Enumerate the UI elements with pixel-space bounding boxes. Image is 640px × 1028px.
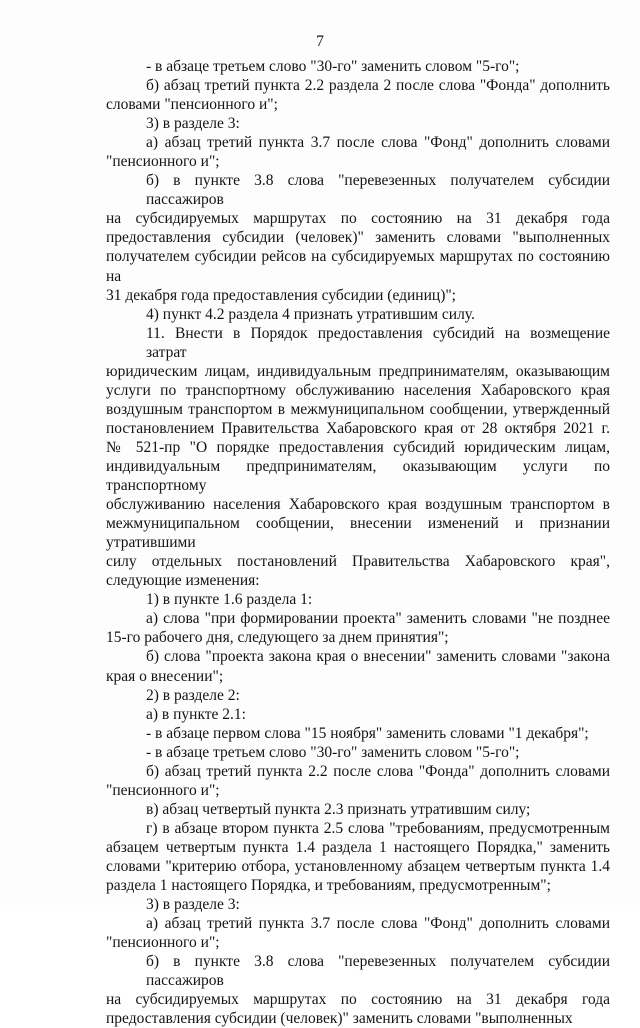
text-line: а) в пункте 2.1: xyxy=(146,705,246,723)
text-line: межмуниципальном сообщении, внесении изменений и признании утратившими xyxy=(106,515,610,552)
text-line: а) абзац третий пункта 3.7 после слова "Фонд" дополнить словами xyxy=(146,915,610,933)
text-line: 11. Внести в Порядок предоставления субсидий на возмещение затрат xyxy=(146,324,610,361)
text-line: б) абзац третий пункта 2.2 раздела 2 после слова "Фонда" дополнить xyxy=(146,77,610,95)
text-line: - в абзаце третьем слово "30-го" заменить словом "5-го"; xyxy=(146,743,520,761)
text-line: силу отдельных постановлений Правительства Хабаровского края", xyxy=(106,553,610,571)
paragraph xyxy=(106,57,610,76)
paragraph xyxy=(106,324,610,591)
text-line: словами "критерию отбора, установленному абзацем четвертым пункта 1.4 xyxy=(106,857,610,875)
text-line: а) абзац третий пункта 3.7 после слова "Фонд" дополнить словами xyxy=(146,134,610,152)
paragraph xyxy=(106,800,610,819)
text-line: индивидуальным предпринимателям, оказывающим услуги по транспортному xyxy=(106,457,610,495)
paragraph xyxy=(106,819,610,895)
paragraph xyxy=(106,305,610,324)
paragraph xyxy=(106,743,610,762)
text-line: № 521-пр "О порядке предоставления субсидий юридическим лицам, xyxy=(106,438,610,456)
text-line: юридическим лицам, индивидуальным предпринимателям, оказывающим xyxy=(106,362,610,380)
text-line: следующие изменения: xyxy=(106,572,260,590)
text-line: б) слова "проекта закона края о внесении" заменить словами "закона xyxy=(146,648,610,666)
paragraph xyxy=(106,762,610,800)
paragraph xyxy=(106,705,610,724)
paragraph xyxy=(106,609,610,647)
text-line: постановлением Правительства Хабаровского края от 28 октября 2021 г. xyxy=(106,419,610,437)
paragraph xyxy=(106,76,610,114)
paragraph xyxy=(106,171,610,304)
text-line: предоставления субсидии (человек)" заменить словами "выполненных xyxy=(106,229,610,247)
paragraph xyxy=(106,647,610,685)
text-line: услуги по транспортному обслуживанию населения Хабаровского края xyxy=(106,381,610,399)
text-line: 1) в пункте 1.6 раздела 1: xyxy=(146,591,313,609)
paragraph xyxy=(106,590,610,609)
paragraph xyxy=(106,914,610,952)
document-body xyxy=(106,57,610,1028)
page-number: 7 xyxy=(316,33,324,50)
text-line: - в абзаце третьем слово "30-го" заменить словом "5-го"; xyxy=(146,58,520,75)
text-line: 3) в разделе 3: xyxy=(146,896,240,914)
paragraph xyxy=(106,724,610,743)
text-line: - в абзаце первом слова "15 ноября" заменить словами "1 декабря"; xyxy=(146,724,589,742)
text-line: воздушным транспортом в межмуниципальном сообщении, утвержденный xyxy=(106,400,610,418)
text-line: "пенсионного и"; xyxy=(106,781,220,799)
text-line: б) в пункте 3.8 слова "перевезенных получателем субсидии пассажиров xyxy=(146,172,610,209)
text-line: в) абзац четвертый пункта 2.3 признать утратившим силу; xyxy=(146,800,531,818)
text-line: получателем субсидии рейсов на субсидируемых маршрутах по состоянию на xyxy=(106,248,610,285)
text-line: 15-го рабочего дня, следующего за днем принятия"; xyxy=(106,629,449,647)
text-line: на субсидируемых маршрутах по состоянию на 31 декабря года xyxy=(106,210,610,228)
text-line: "пенсионного и"; xyxy=(106,153,220,171)
text-line: г) в абзаце втором пункта 2.5 слова "требованиям, предусмотренным xyxy=(146,819,610,837)
paragraph xyxy=(106,114,610,133)
text-line: раздела 1 настоящего Порядка, и требованиям, предусмотренным"; xyxy=(106,877,551,895)
text-line: предоставления субсидии (человек)" заменить словами "выполненных xyxy=(106,1010,573,1028)
paragraph xyxy=(106,952,610,1028)
text-line: а) слова "при формировании проекта" заменить словами "не позднее xyxy=(146,610,610,628)
text-line: "пенсионного и"; xyxy=(106,934,220,952)
text-line: 2) в разделе 2: xyxy=(146,686,240,704)
text-line: б) в пункте 3.8 слова "перевезенных получателем субсидии пассажиров xyxy=(146,953,610,990)
text-line: 31 декабря года предоставления субсидии (единиц)"; xyxy=(106,286,456,304)
text-line: на субсидируемых маршрутах по состоянию на 31 декабря года xyxy=(106,991,610,1009)
text-line: словами "пенсионного и"; xyxy=(106,96,278,114)
text-line: абзацем четвертым пункта 1.4 раздела 1 настоящего Порядка," заменить xyxy=(106,838,610,856)
text-line: края о внесении"; xyxy=(106,667,224,685)
paragraph xyxy=(106,686,610,705)
paragraph xyxy=(106,133,610,171)
text-line: обслуживанию населения Хабаровского края воздушным транспортом в xyxy=(106,496,610,514)
text-line: 4) пункт 4.2 раздела 4 признать утратившим силу. xyxy=(146,305,475,323)
text-line: б) абзац третий пункта 2.2 после слова "Фонда" дополнить словами xyxy=(146,762,610,780)
text-line: 3) в разделе 3: xyxy=(146,115,240,133)
